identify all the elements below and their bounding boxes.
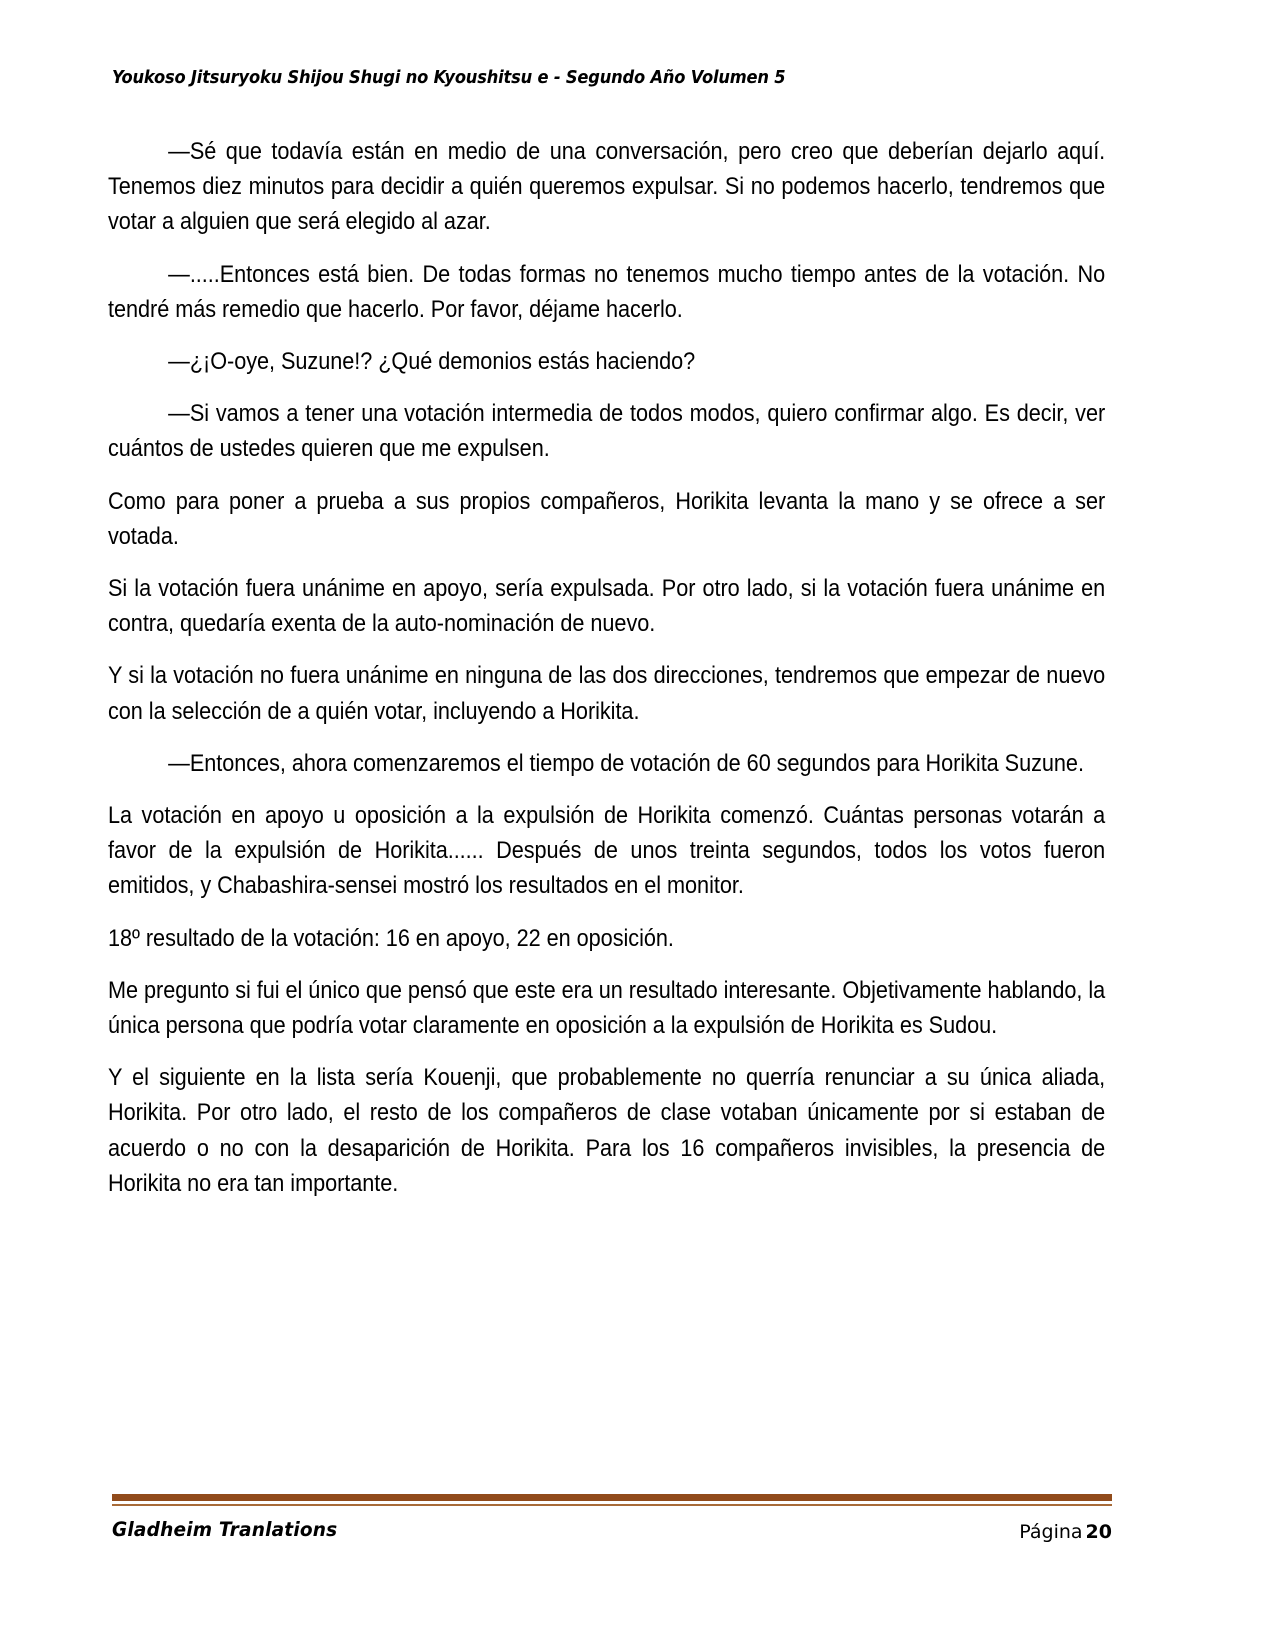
paragraph: Si la votación fuera unánime en apoyo, sería expulsada. Por otro lado, si la votación fuera unánime en contra, quedaría exenta de la auto-nominación de nuevo. [108, 575, 1106, 638]
paragraph: Y si la votación no fuera unánime en ninguna de las dos direcciones, tendremos que empezar de nuevo con la selección de a quién votar, incluyendo a Horikita. [108, 662, 1106, 725]
paragraph: —Si vamos a tener una votación intermedia de todos modos, quiero confirmar algo. Es decir, ver cuántos de ustedes quieren que me expulsen. [108, 400, 1106, 463]
footer-rule-thin [112, 1504, 1112, 1506]
paragraph: Como para poner a prueba a sus propios compañeros, Horikita levanta la mano y se ofrece a ser votada. [108, 487, 1106, 550]
footer-page-number: 20 [1085, 1521, 1112, 1543]
paragraph: —¿¡O-oye, Suzune!? ¿Qué demonios estás haciendo? [168, 348, 696, 376]
paragraph-vote-result: 18º resultado de la votación: 16 en apoyo, 22 en oposición. [108, 924, 674, 952]
header-title: Youkoso Jitsuryoku Shijou Shugi no Kyoushitsu e - Segundo Año Volumen 5 [112, 68, 786, 88]
paragraph: —Entonces, ahora comenzaremos el tiempo de votación de 60 segundos para Horikita Suzune. [168, 749, 1084, 777]
footer-row [112, 1518, 1112, 1552]
page-header [112, 68, 1112, 98]
footer-brand: Gladheim Tranlations [112, 1518, 338, 1541]
footer-page-indicator [1019, 1521, 1112, 1543]
paragraph: —Sé que todavía están en medio de una conversación, pero creo que deberían dejarlo aquí. Tenemos diez minutos para decidir a quién queremos expulsar. Si no podemos hacerlo, tendremos que votar a alguien que será elegido al azar. [108, 138, 1106, 236]
paragraph: Me pregunto si fui el único que pensó que este era un resultado interesante. Objetivamente hablando, la única persona que podría votar claramente en oposición a la expulsión de Horikita es Sudou. [108, 976, 1106, 1040]
page-footer [112, 1494, 1112, 1552]
document-body [108, 134, 1106, 1201]
footer-rule-thick [112, 1494, 1112, 1501]
paragraph: Y el siguiente en la lista sería Kouenji, que probablemente no querría renunciar a su única aliada, Horikita. Por otro lado, el resto de los compañeros de clase votaban únicamente por si estaban de acuerdo o no con la desaparición de Horikita. Para los 16 compañeros invisibles, la presencia de Horikita no era tan importante. [108, 1064, 1106, 1197]
footer-page-label: Página [1019, 1521, 1083, 1543]
paragraph: La votación en apoyo u oposición a la expulsión de Horikita comenzó. Cuántas personas votarán a favor de la expulsión de Horikita...... Después de unos treinta segundos, todos los votos fueron emitidos, y Chabashira-sensei mostró los resultados en el monitor. [108, 802, 1106, 900]
paragraph: —.....Entonces está bien. De todas formas no tenemos mucho tiempo antes de la votación. No tendré más remedio que hacerlo. Por favor, déjame hacerlo. [108, 260, 1106, 323]
